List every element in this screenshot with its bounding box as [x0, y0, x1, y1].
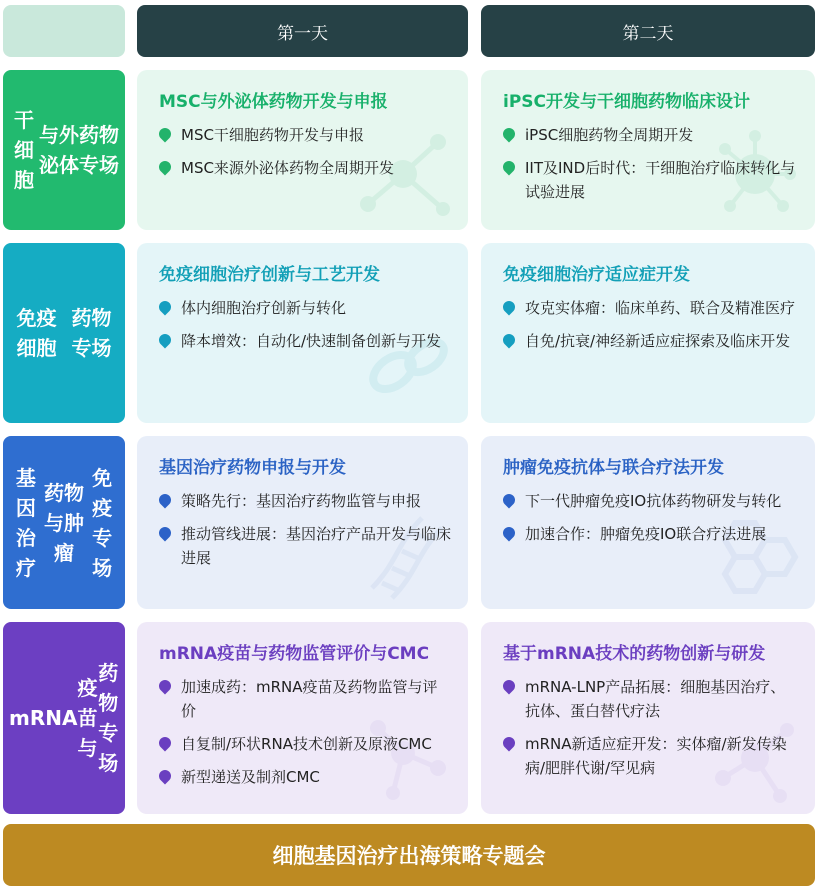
track-label-line: 基因治疗	[15, 465, 36, 580]
track-label-line: 干细胞	[14, 108, 34, 192]
list-item: 下一代肿瘤免疫IO抗体药物研发与转化	[503, 489, 799, 513]
card-title: iPSC开发与干细胞药物临床设计	[503, 92, 751, 112]
card-title: 基因治疗药物申报与开发	[159, 458, 346, 478]
card-title: 肿瘤免疫抗体与联合疗法开发	[503, 458, 724, 478]
list-item: 降本增效：自动化/快速制备创新与开发	[159, 329, 452, 353]
header-corner	[3, 5, 125, 57]
drop-icon	[501, 126, 518, 143]
card-tumor-antibody	[481, 436, 815, 609]
overseas-strategy-banner: 细胞基因治疗出海策略专题会	[3, 824, 815, 886]
track-label-line: mRNA	[9, 706, 78, 730]
drop-icon	[501, 492, 518, 509]
card-title: MSC与外泌体药物开发与申报	[159, 92, 388, 112]
list-item: 推动管线进展：基因治疗产品开发与临床进展	[159, 522, 452, 570]
list-item: 加速合作：肿瘤免疫IO联合疗法进展	[503, 522, 799, 546]
list-item: 新型递送及制剂CMC	[159, 765, 452, 789]
card-msc-exosome	[137, 70, 468, 230]
track-gene-therapy	[3, 436, 125, 609]
drop-icon	[501, 299, 518, 316]
drop-icon	[501, 332, 518, 349]
drop-icon	[157, 159, 174, 176]
card-gene-filing	[137, 436, 468, 609]
drop-icon	[157, 735, 174, 752]
list-item: 攻克实体瘤：临床单药、联合及精准医疗	[503, 296, 799, 320]
card-title: mRNA疫苗与药物监管评价与CMC	[159, 644, 430, 664]
list-item: MSC干细胞药物开发与申报	[159, 123, 452, 147]
drop-icon	[501, 525, 518, 542]
day-one-header: 第一天	[137, 5, 468, 57]
list-item: iPSC细胞药物全周期开发	[503, 123, 799, 147]
drop-icon	[157, 492, 174, 509]
drop-icon	[501, 735, 518, 752]
card-ipsc	[481, 70, 815, 230]
card-title: 免疫细胞治疗创新与工艺开发	[159, 265, 380, 285]
drop-icon	[157, 678, 174, 695]
track-mrna	[3, 622, 125, 814]
drop-icon	[501, 159, 518, 176]
list-item: mRNA新适应症开发：实体瘤/新发传染病/肥胖代谢/罕见病	[503, 732, 799, 780]
list-item: 加速成药：mRNA疫苗及药物监管与评价	[159, 675, 452, 723]
card-title: 基于mRNA技术的药物创新与研发	[503, 644, 766, 664]
list-item: mRNA-LNP产品拓展：细胞基因治疗、抗体、蛋白替代疗法	[503, 675, 799, 723]
track-label-line: 疫苗与	[77, 676, 98, 760]
day-two-header: 第二天	[481, 5, 815, 57]
drop-icon	[157, 525, 174, 542]
list-item: 自复制/环状RNA技术创新及原液CMC	[159, 732, 452, 756]
card-mrna-innovation	[481, 622, 815, 814]
card-immune-innovation	[137, 243, 468, 423]
drop-icon	[501, 678, 518, 695]
track-label-line: 药物与肿瘤	[44, 480, 84, 565]
list-item: MSC来源外泌体药物全周期开发	[159, 156, 452, 180]
card-title: 免疫细胞治疗适应症开发	[503, 265, 690, 285]
track-label-line: 药物专场	[71, 306, 112, 360]
track-immune-cell	[3, 243, 125, 423]
track-label-line: 免疫专场	[92, 465, 113, 580]
track-stem-cell	[3, 70, 125, 230]
card-immune-indication	[481, 243, 815, 423]
drop-icon	[157, 126, 174, 143]
drop-icon	[157, 332, 174, 349]
track-label-line: 药物专场	[79, 123, 119, 177]
track-label-line: 与外泌体	[39, 123, 79, 177]
card-mrna-cmc	[137, 622, 468, 814]
drop-icon	[157, 768, 174, 785]
track-label-line: 药物专场	[98, 661, 119, 775]
list-item: 体内细胞治疗创新与转化	[159, 296, 452, 320]
track-label-line: 免疫细胞	[16, 306, 57, 360]
drop-icon	[157, 299, 174, 316]
list-item: 自免/抗衰/神经新适应症探索及临床开发	[503, 329, 799, 353]
list-item: IIT及IND后时代：干细胞治疗临床转化与试验进展	[503, 156, 799, 204]
list-item: 策略先行：基因治疗药物监管与申报	[159, 489, 452, 513]
